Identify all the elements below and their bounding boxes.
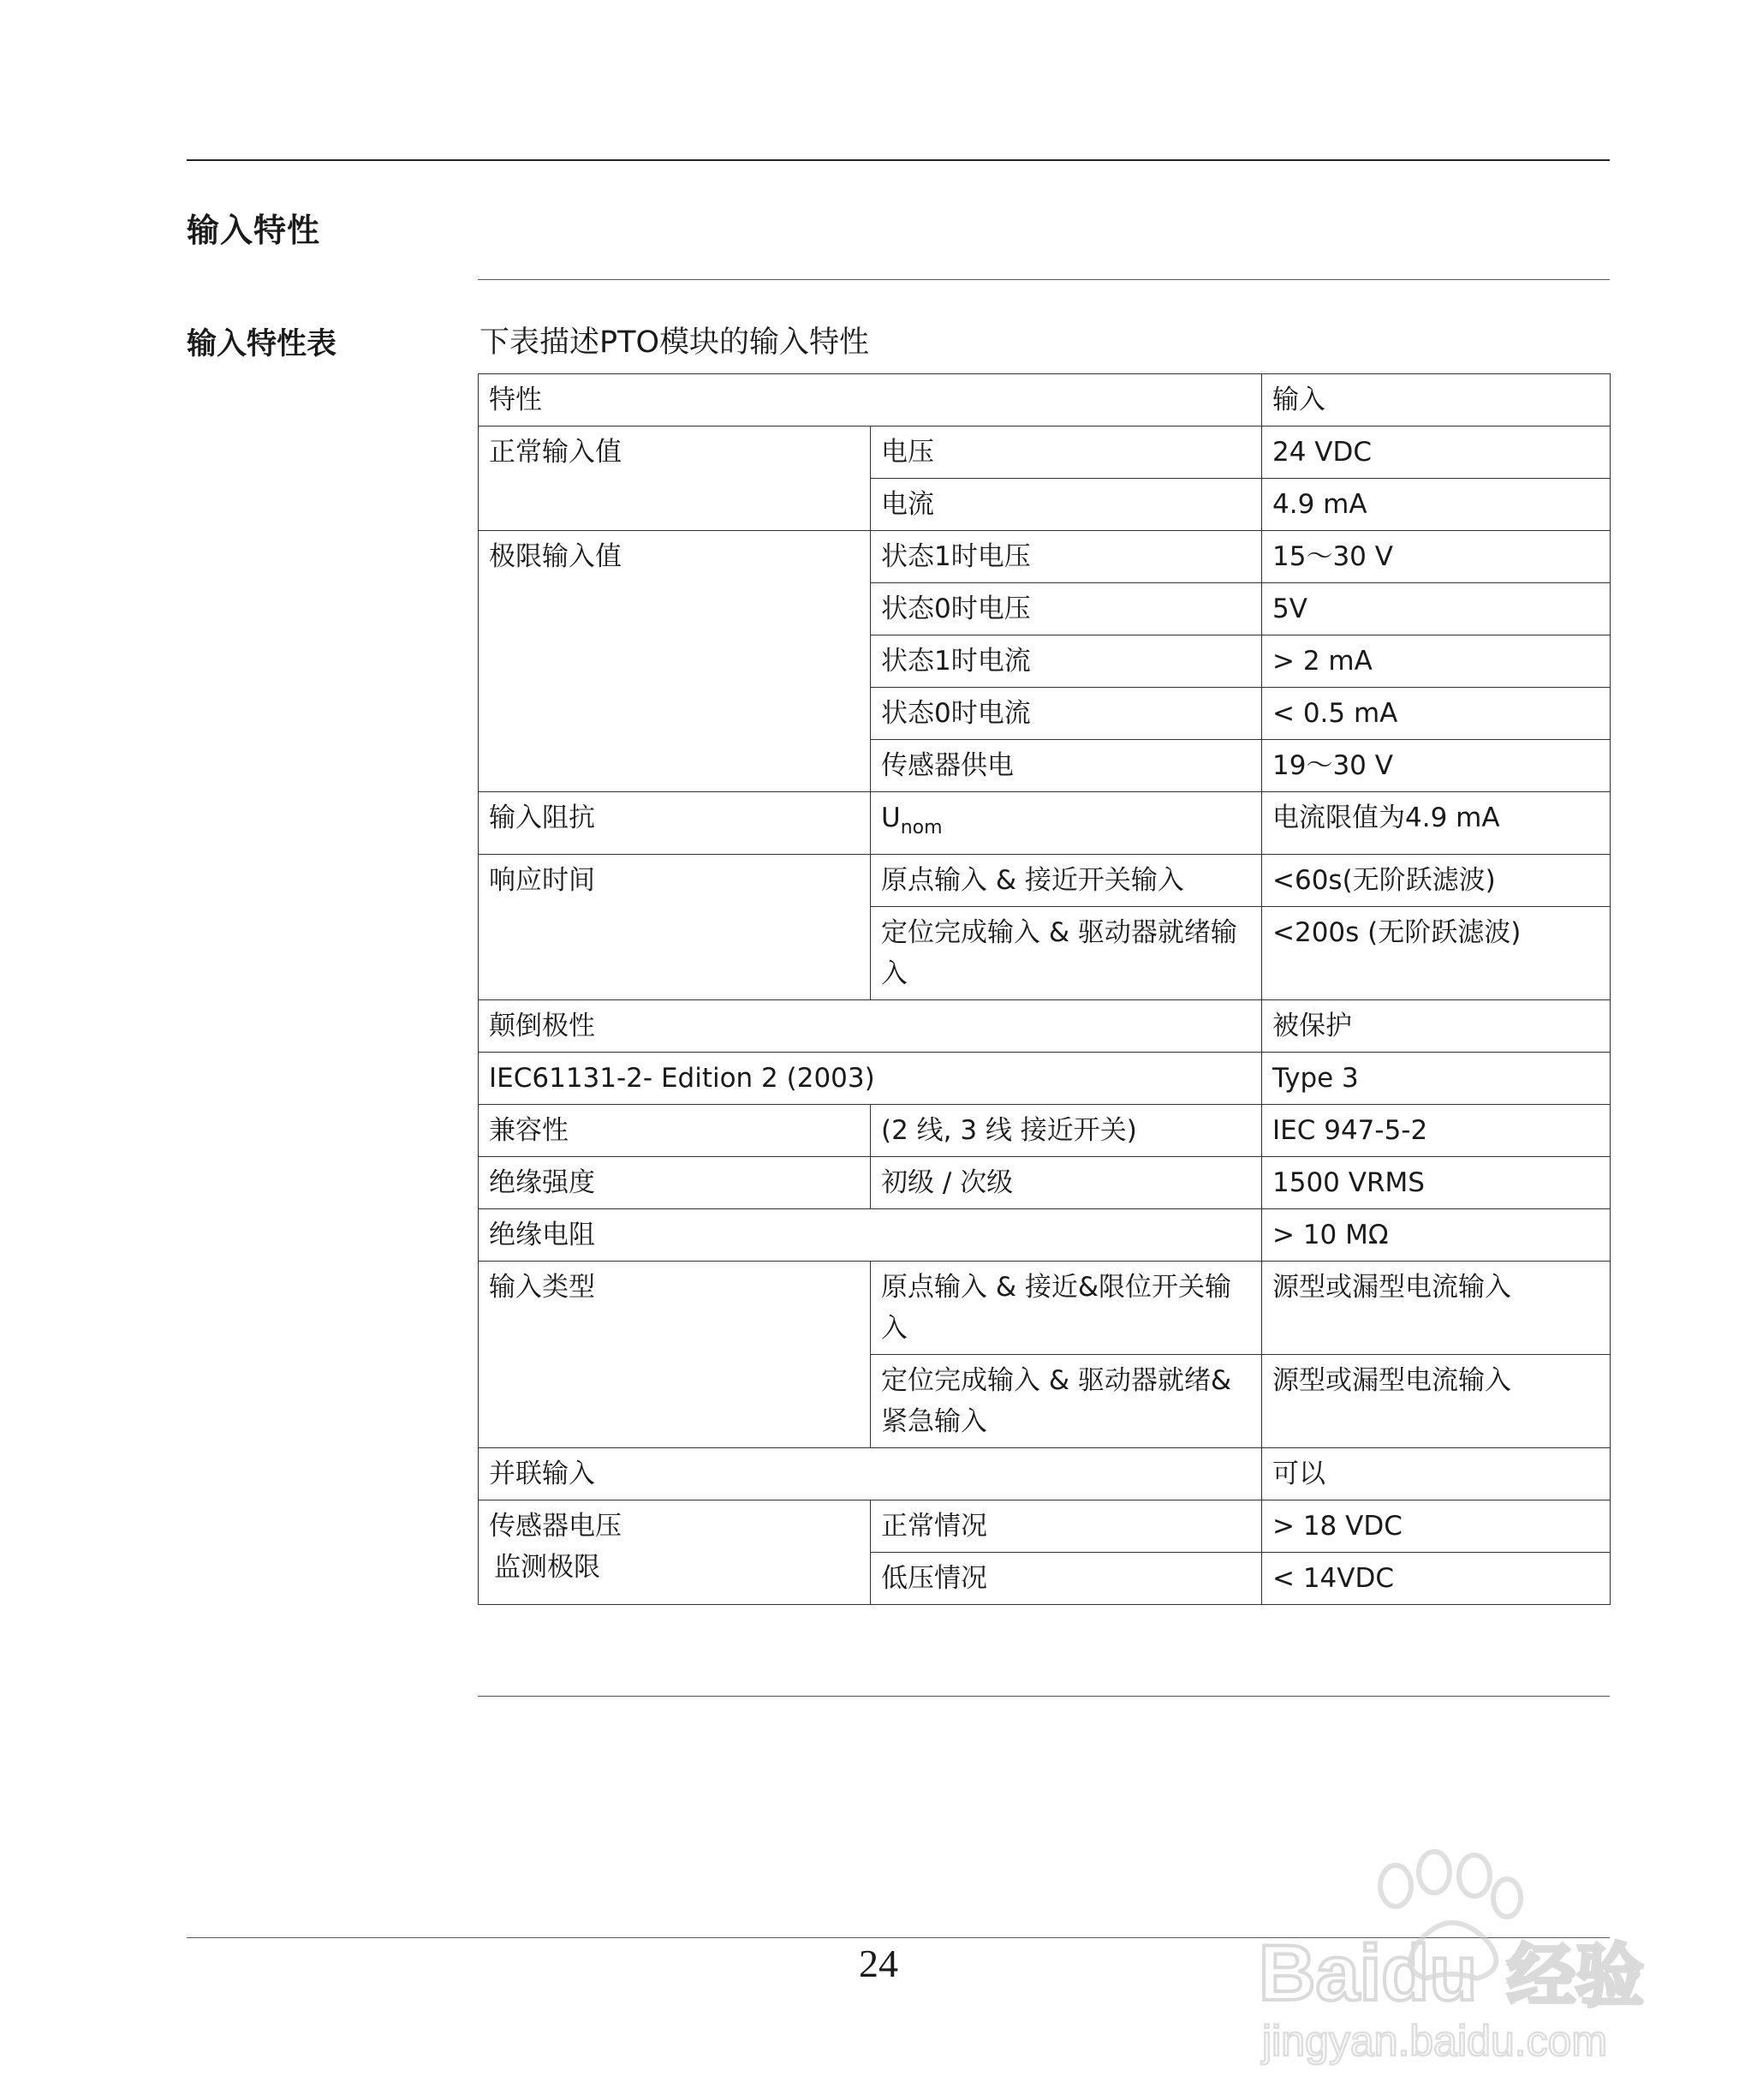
table-caption: 下表描述PTO模块的输入特性 (479, 325, 870, 360)
table-row (479, 1000, 1611, 1053)
row-value: <200s (无阶跃滤波) (1262, 907, 1611, 1000)
row-value: < 0.5 mA (1262, 688, 1611, 740)
table-row (479, 1209, 1611, 1262)
row-value: 15～30 V (1262, 531, 1611, 583)
row-sublabel: 原点输入 & 接近&限位开关输入 (871, 1262, 1262, 1355)
section-rule (478, 279, 1610, 280)
svg-text:经验: 经验 (1507, 1936, 1644, 2016)
table-row (479, 1157, 1611, 1209)
row-value: 源型或漏型电流输入 (1262, 1355, 1611, 1448)
baidu-jingyan-watermark (1250, 1841, 1695, 2073)
row-value: > 18 VDC (1262, 1500, 1611, 1553)
row-sublabel: 电压 (871, 427, 1262, 479)
row-value: 5V (1262, 583, 1611, 635)
row-sublabel: 状态0时电压 (871, 583, 1262, 635)
row-sublabel: 状态1时电压 (871, 531, 1262, 583)
table-row (479, 1262, 1611, 1355)
row-value: 19～30 V (1262, 740, 1611, 792)
row-label: IEC61131-2- Edition 2 (2003) (479, 1053, 1262, 1105)
row-value: 被保护 (1262, 1000, 1611, 1053)
row-sublabel: 原点输入 & 接近开关输入 (871, 855, 1262, 907)
row-value: 24 VDC (1262, 427, 1611, 479)
row-value: Type 3 (1262, 1053, 1611, 1105)
row-sublabel: (2 线, 3 线 接近开关) (871, 1105, 1262, 1157)
row-value: 源型或漏型电流输入 (1262, 1262, 1611, 1355)
row-sublabel (871, 792, 1262, 855)
table-row (479, 1500, 1611, 1553)
row-label-line: 传感器电压 (489, 1511, 622, 1542)
top-rule (187, 159, 1610, 161)
table-row (479, 1105, 1611, 1157)
row-value: IEC 947-5-2 (1262, 1105, 1611, 1157)
row-label: 绝缘电阻 (479, 1209, 1262, 1262)
row-value: 电流限值为4.9 mA (1262, 792, 1611, 855)
table-row (479, 855, 1611, 907)
row-sublabel: 传感器供电 (871, 740, 1262, 792)
header-characteristic: 特性 (479, 374, 1262, 427)
table-label: 输入特性表 (187, 327, 337, 361)
row-sublabel: 状态0时电流 (871, 688, 1262, 740)
row-label: 极限输入值 (479, 531, 871, 792)
row-label (479, 1500, 871, 1605)
table-row (479, 1053, 1611, 1105)
table-row (479, 531, 1611, 583)
row-value: 4.9 mA (1262, 479, 1611, 531)
row-label: 绝缘强度 (479, 1157, 871, 1209)
row-label: 响应时间 (479, 855, 871, 1000)
row-sublabel: 初级 / 次级 (871, 1157, 1262, 1209)
row-sublabel: 低压情况 (871, 1553, 1262, 1605)
row-value: 1500 VRMS (1262, 1157, 1611, 1209)
unom-symbol: U (881, 802, 901, 833)
section-title: 输入特性 (187, 212, 321, 249)
row-value: <60s(无阶跃滤波) (1262, 855, 1611, 907)
row-value: > 10 MΩ (1262, 1209, 1611, 1262)
row-sublabel: 正常情况 (871, 1500, 1262, 1553)
table-row (479, 1448, 1611, 1500)
row-label: 并联输入 (479, 1448, 1262, 1500)
row-label: 正常输入值 (479, 427, 871, 531)
unom-subscript: nom (900, 817, 943, 838)
row-label-line: 监测极限 (494, 1552, 600, 1583)
page-number: 24 (859, 1942, 898, 1985)
row-sublabel: 状态1时电流 (871, 635, 1262, 688)
table-end-rule (478, 1696, 1610, 1697)
row-sublabel: 定位完成输入 & 驱动器就绪输入 (871, 907, 1262, 1000)
header-input: 输入 (1262, 374, 1611, 427)
row-label: 兼容性 (479, 1105, 871, 1157)
table-header-row (479, 374, 1611, 427)
table-row (479, 427, 1611, 479)
row-label: 输入阻抗 (479, 792, 871, 855)
svg-text:Baidu: Baidu (1259, 1930, 1478, 2017)
row-label: 颠倒极性 (479, 1000, 1262, 1053)
row-sublabel: 电流 (871, 479, 1262, 531)
row-value: 可以 (1262, 1448, 1611, 1500)
input-characteristics-table (478, 373, 1611, 1605)
svg-text:jingyan.baidu.com: jingyan.baidu.com (1262, 2017, 1608, 2065)
row-label: 输入类型 (479, 1262, 871, 1448)
table-row (479, 792, 1611, 855)
paw-logo-icon (1250, 1841, 1695, 2073)
row-sublabel: 定位完成输入 & 驱动器就绪&紧急输入 (871, 1355, 1262, 1448)
row-value: < 14VDC (1262, 1553, 1611, 1605)
row-value: > 2 mA (1262, 635, 1611, 688)
